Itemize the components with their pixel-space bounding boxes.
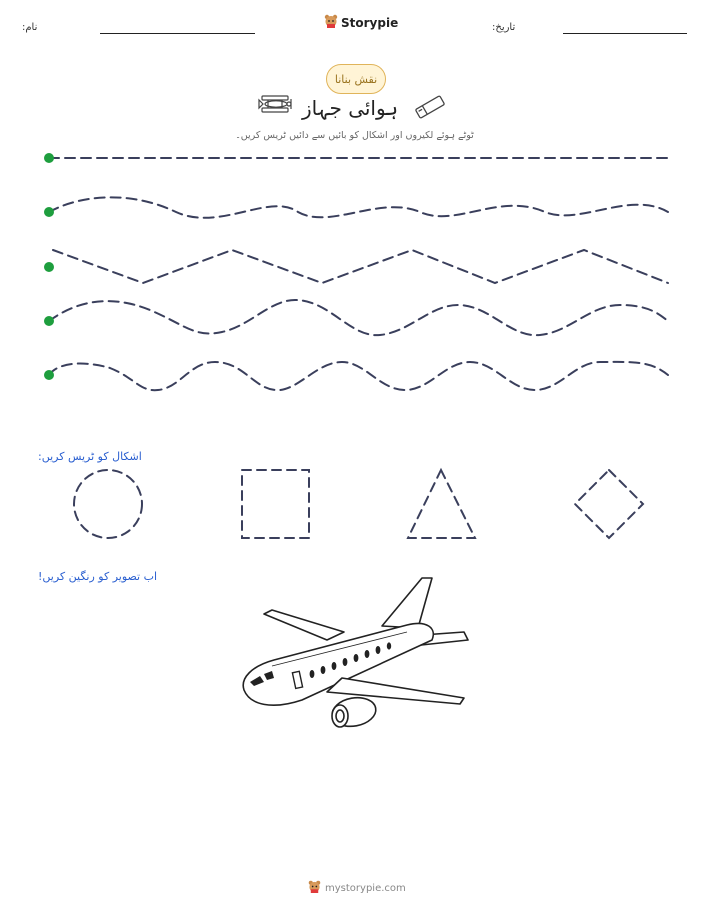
trace-diamond: [575, 470, 643, 538]
green-dot-icon: [44, 316, 54, 326]
color-section-label: اب تصویر کو رنگین کریں!: [38, 570, 158, 583]
trace-circle: [74, 470, 142, 538]
shapes-section-label: اشکال کو ٹریس کریں:: [38, 450, 142, 463]
trace-square: [242, 470, 309, 538]
trace-line-wave: [49, 197, 668, 217]
trace-lines: [0, 0, 709, 420]
name-label: نام:: [22, 22, 38, 33]
date-label: تاریخ:: [492, 22, 516, 33]
green-dot-icon: [44, 207, 54, 217]
worksheet-title: ہوائی جہاز: [302, 96, 399, 120]
footer: [308, 880, 406, 896]
trace-triangle: [408, 470, 475, 538]
instructions: ٹوٹے ہوئے لکیروں اور اشکال کو بائیں سے دائیں ٹریس کریں۔: [235, 130, 474, 141]
trace-line-wave-3: [49, 362, 668, 390]
trace-line-wave-2: [49, 300, 668, 335]
footer-url[interactable]: mystorypie.com: [325, 882, 406, 894]
topic-badge: نقش بنانا: [326, 64, 386, 94]
green-dot-icon: [44, 153, 54, 163]
brand-name: Storypie: [341, 15, 399, 30]
green-dot-icon: [44, 370, 54, 380]
airplane-coloring-image: [232, 570, 472, 735]
trace-line-zigzag: [53, 250, 668, 283]
green-dot-icon: [44, 262, 54, 272]
trace-shapes: [0, 460, 709, 550]
bear-logo-icon: [308, 880, 321, 896]
